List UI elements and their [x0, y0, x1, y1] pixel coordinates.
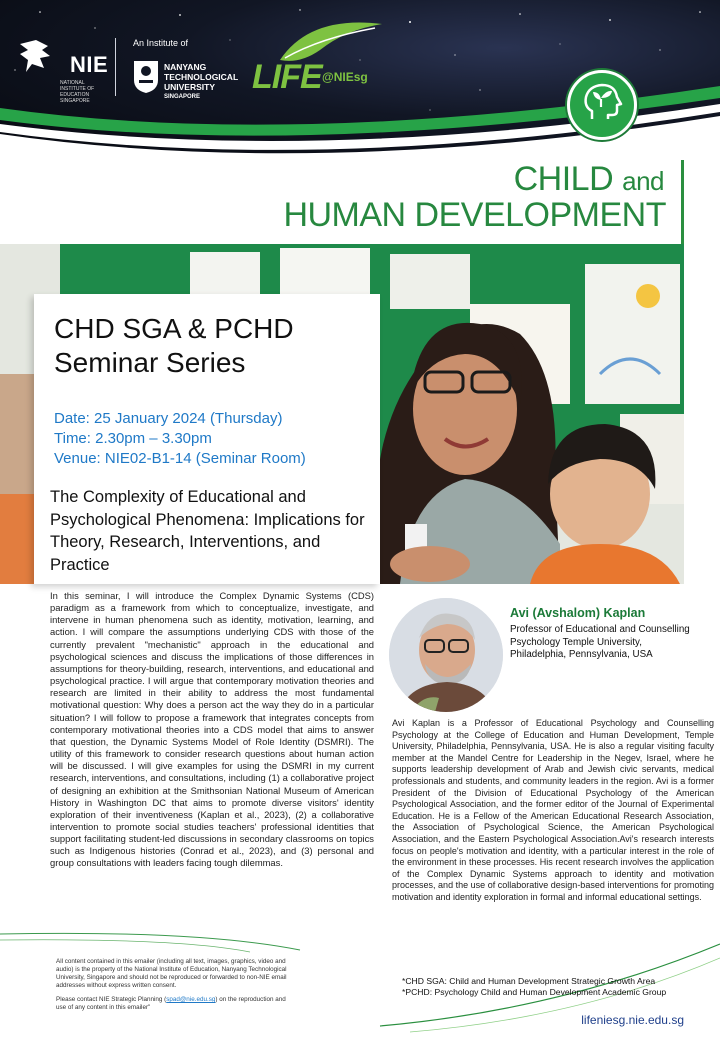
speaker-portrait	[389, 598, 503, 712]
program-title-line2: HUMAN DEVELOPMENT	[283, 196, 666, 234]
footnotes	[402, 976, 666, 998]
nie-wordmark: NIE	[70, 52, 109, 77]
speaker-bio: Avi Kaplan is a Professor of Educational Psychology and Counselling Psychology at the College of Education and Human Development, Temple University, Philadelphia, Pennsylvania, USA. He is also a regular visiting faculty member at the Mandel Centre for Leadership in the Negev, Israel, where he supports leadership development of Arab and Jewish civic servants, medical professionals and students, and community leaders in the region. Avi is a former President of the Division of Educational Psychology of the American Psychological Association, and the former editor of the Journal of Experimental Education. He is a Fellow of the American Educational Research Association, the Association of Psychological Science, the American Psychological Association, and the Eastern Psychological Association.Avi's research interests focus on people's motivation and identity, with a particular interest in the role of the environment in these processes. His recent research involves the application of the Complex Dynamic Systems approach to identity and motivation processes, and the use of collaborative design-based interventions for promoting motivation and identity exploration in formal and informal educational settings.	[392, 718, 714, 902]
institute-of-label: An Institute of	[133, 38, 189, 48]
footnote-pchd: *PCHD: Psychology Child and Human Development Academic Group	[402, 987, 667, 997]
speaker-name: Avi (Avshalom) Kaplan	[510, 606, 646, 620]
nie-fullname: NATIONAL INSTITUTE OF EDUCATION SINGAPORE	[60, 80, 95, 104]
website-link[interactable]: lifeniesg.nie.edu.sg	[581, 1013, 684, 1027]
seminar-series-title: CHD SGA & PCHD Seminar Series	[54, 313, 294, 378]
life-wordmark: LIFE	[252, 58, 322, 96]
program-title-line1: CHILD and	[513, 160, 664, 198]
contact-text: Please contact NIE Strategic Planning (spad@nie.edu.sg) on the reproduction and use of any content in this emailer"	[56, 996, 286, 1011]
seminar-info-card	[34, 294, 380, 584]
head-plant-icon	[567, 70, 637, 140]
speaker-photo	[389, 598, 503, 712]
event-date: Date: 25 January 2024 (Thursday)	[54, 410, 283, 427]
footnote-chd-sga: *CHD SGA: Child and Human Development Strategic Growth Area	[402, 976, 656, 986]
header-banner	[0, 0, 720, 160]
seminar-abstract: In this seminar, I will introduce the Complex Dynamic Systems (CDS) paradigm as a framework from which to conceptualize, investigate, and intervene in human phenomena such as identity, motivation, learning, and action. I will compare the assumptions underlying CDS with those of the currently prevalent "mechanistic" approach in the educational and psychological sciences and discuss the implications of those differences in assumptions for theory-building, research, interventions, and educational and psychological practice. I will argue that contemporary motivation theories and research are limited in their ability to address the most fundamental motivational question: Why does a person act the way they do in a particular situation? I will follow to propose a framework that integrates concepts from contemporary motivational theories into a CDS model that aims to answer that question, the Dynamic Systems Model of Role Identity (DSMRI). The utility of this framework to consider research questions about human action will be discussed. I will give examples for using the DSMRI in my current research, interventions, and consultations, including (1) a collaborative project of designing an exhibition at the Smithsonian National Museum of American History in Washington DC that aims to promote diverse visitors' identity exploration of their inventiveness (Kaplan et al., 2023), (2) a collaborative intervention to promote social studies teachers' professional identities that support facilitating student-led discussions in secondary classrooms on topics such as Indigenous histories (Conrad et al., 2023), and (3) personal and group consultations with leaders facing tough dilemmas.	[50, 590, 374, 869]
event-venue: Venue: NIE02-B1-14 (Seminar Room)	[54, 450, 306, 467]
ntu-wordmark: NANYANG TECHNOLOGICAL UNIVERSITY SINGAPORE	[164, 62, 239, 100]
talk-title: The Complexity of Educational and Psychological Phenomena: Implications for Theory, Research, Interventions, and Practice	[50, 488, 365, 574]
life-suffix: @NIEsg	[322, 70, 368, 84]
speaker-role: Professor of Educational and Counselling Psychology Temple University, Philadelphia, Pennsylvania, USA	[510, 624, 690, 661]
event-time: Time: 2.30pm – 3.30pm	[54, 430, 212, 447]
footer-disclaimer	[56, 958, 296, 1012]
title-accent-bar	[681, 160, 684, 244]
event-details	[54, 409, 306, 469]
contact-email-link[interactable]: spad@nie.edu.sg	[166, 996, 216, 1003]
disclaimer-text: All content contained in this emailer (including all text, images, graphics, video and audio) is the property of the National Institute of Education, Nanyang Technological University, Singapore and should not be reproduced or forwarded to non-NIE email addresses without express written consent.	[56, 958, 287, 989]
